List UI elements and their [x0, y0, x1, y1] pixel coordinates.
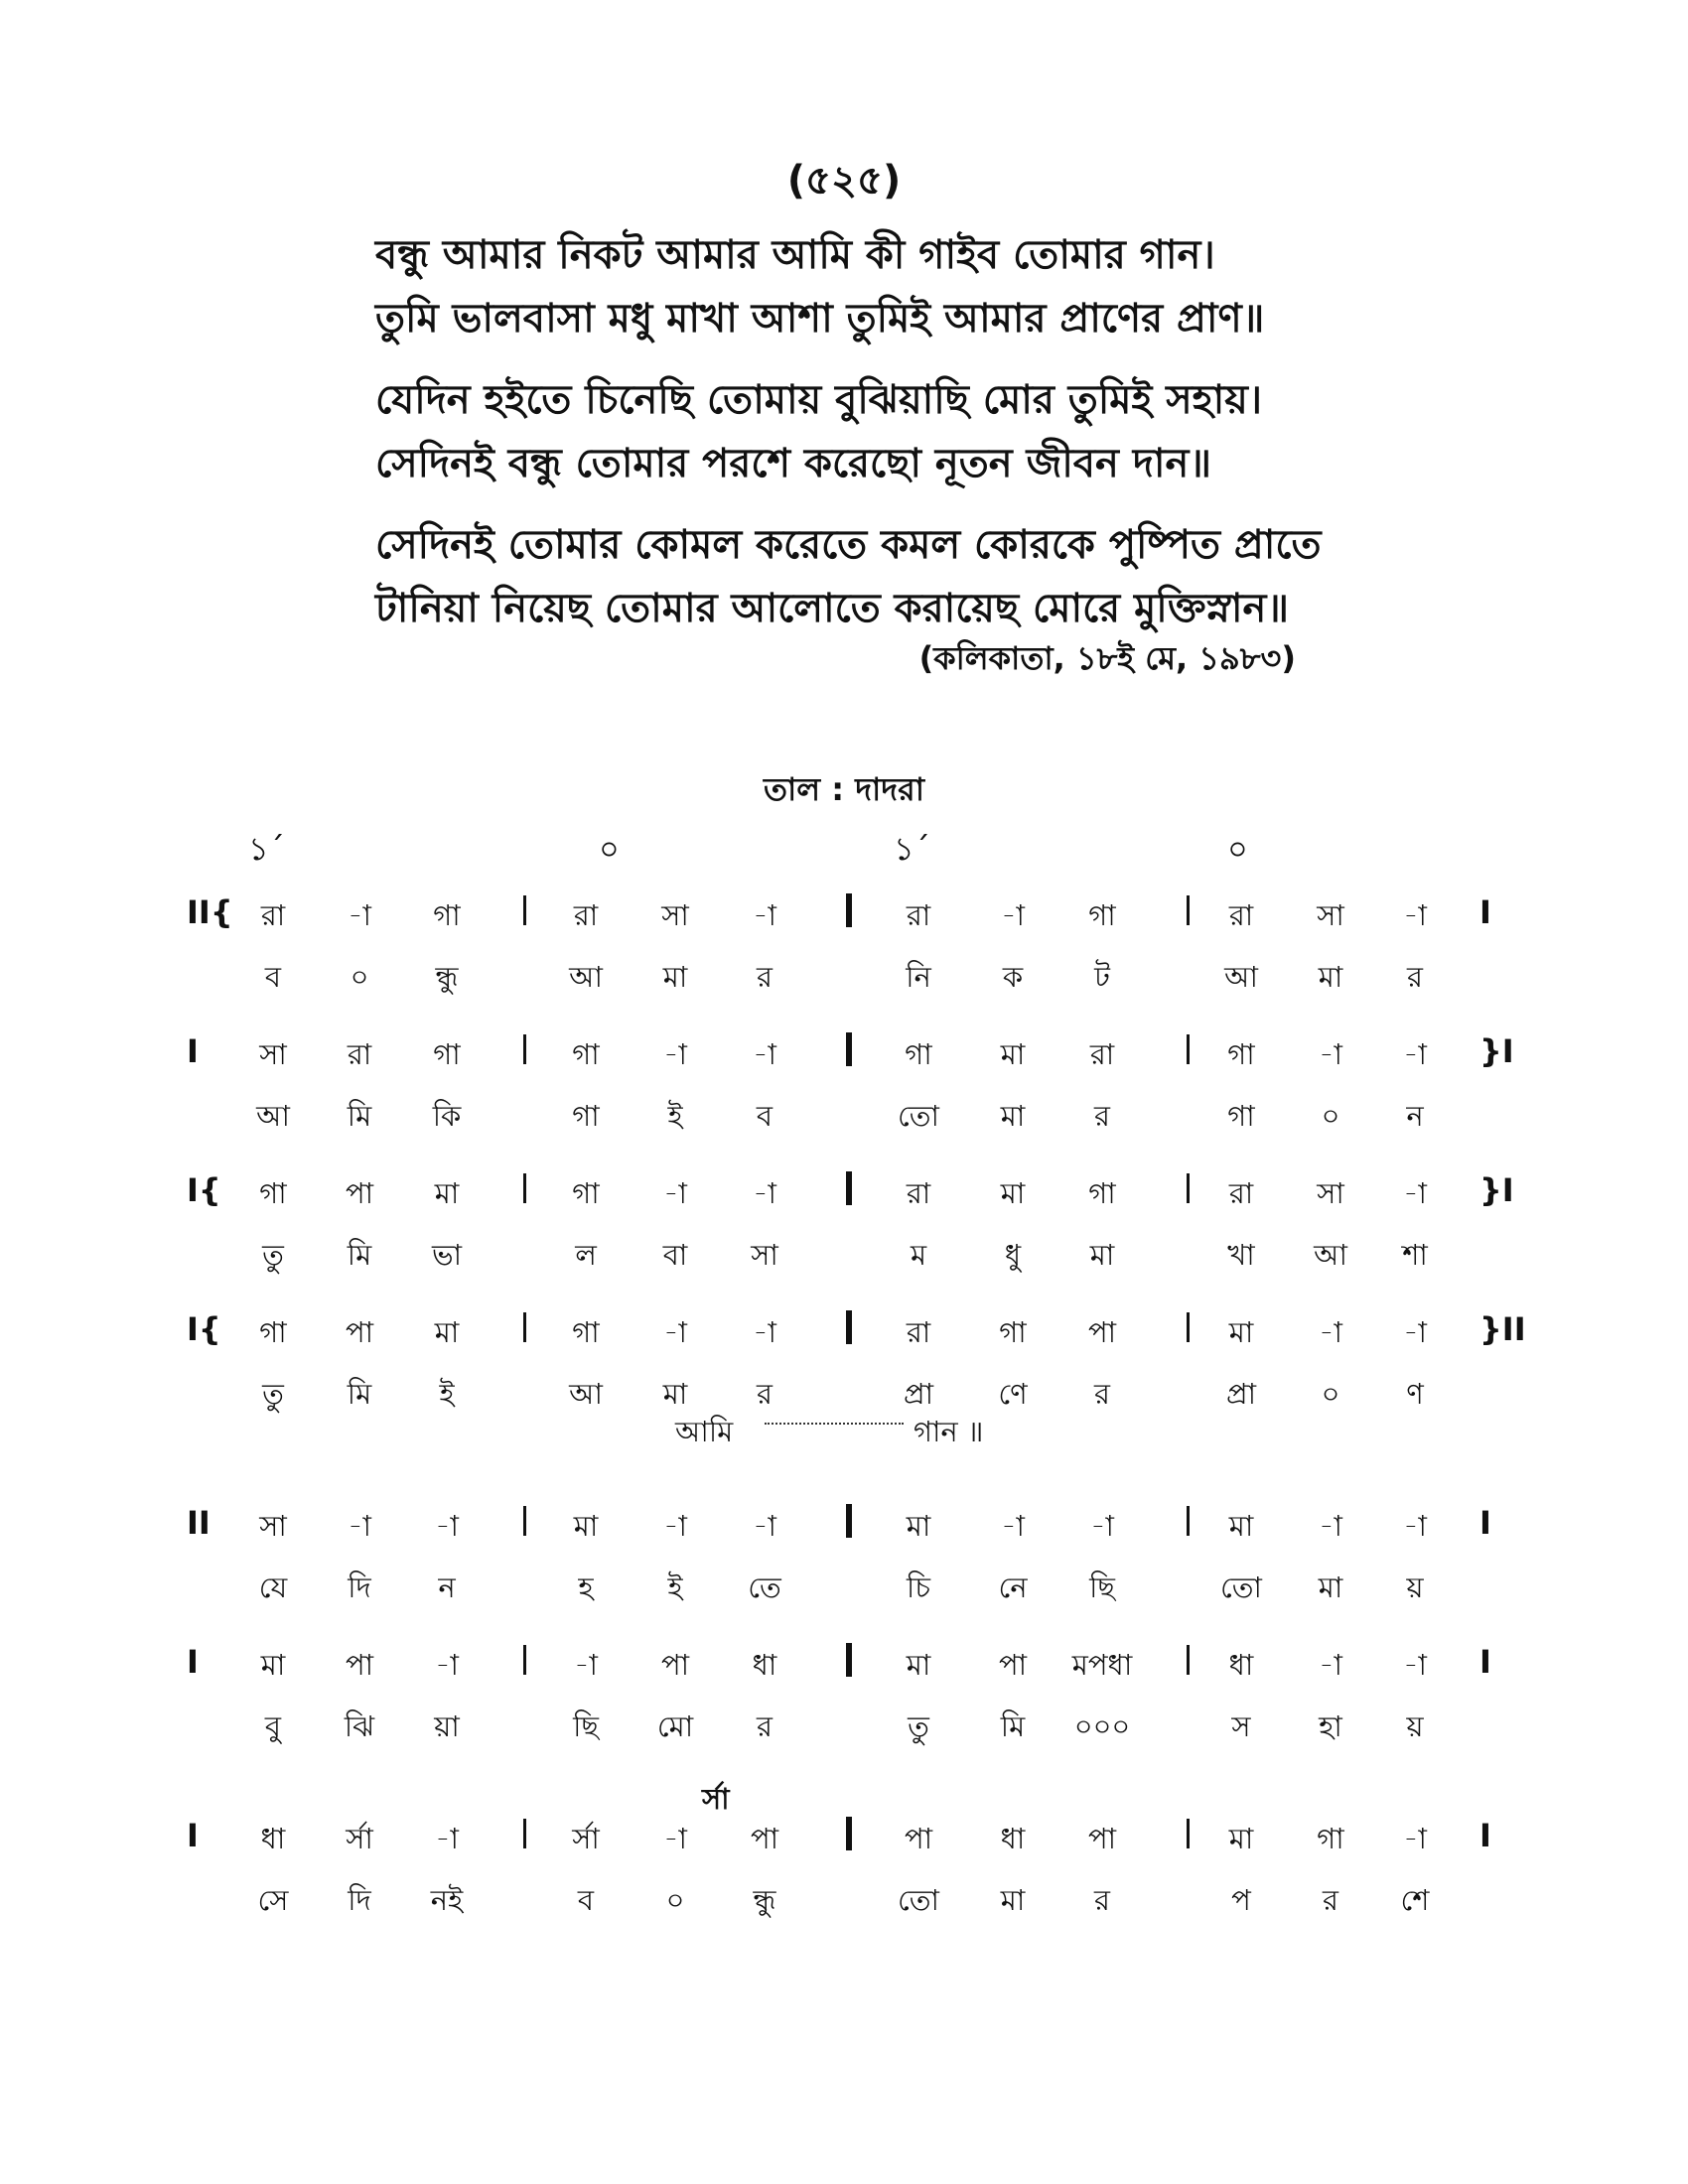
lyric-line: তুমি ভালবাসা মধু মাখা আশা তুমিই আমার প্রাণের প্রাণ॥ — [375, 296, 1265, 341]
bar-divider — [1187, 1312, 1190, 1342]
stanza-2 — [375, 368, 1448, 495]
swara-note: পা — [345, 1648, 374, 1682]
lyrics-block — [375, 223, 1448, 658]
lyric-syllable: ০০০ — [1073, 1709, 1131, 1743]
swara-note: -া — [1403, 898, 1427, 932]
swara-note: রা — [1228, 898, 1254, 932]
swara-note: -া — [663, 1315, 687, 1349]
swara-note: গা — [905, 1037, 932, 1071]
lyric-syllable: য়া — [434, 1709, 460, 1743]
place-date: (কলিকাতা, ১৮ই মে, ১৯৮৩) — [918, 639, 1296, 677]
lyric-syllable: তু — [262, 1377, 284, 1411]
swara-note: ধা — [260, 1822, 286, 1855]
bar-divider — [1187, 1173, 1190, 1203]
swara-note: মপধা — [1071, 1648, 1133, 1682]
swara-note: -া — [435, 1822, 459, 1855]
lyric-syllable: আ — [256, 1099, 290, 1133]
stanza-1 — [375, 223, 1448, 350]
lyric-syllable: তে — [748, 1570, 781, 1604]
swara-note: ধা — [1228, 1648, 1254, 1682]
lyric-syllable: মা — [1000, 1099, 1026, 1133]
bar-divider — [1187, 1034, 1190, 1064]
lyric-syllable: স — [1231, 1709, 1251, 1743]
lyric-line: যেদিন হইতে চিনেছি তোমায় বুঝিয়াছি মোর তুমিই সহায়। — [375, 377, 1263, 423]
lyric-syllable: নি — [906, 960, 931, 994]
row-end-marker: }I — [1479, 1171, 1514, 1209]
lyric-syllable: ছি — [1089, 1570, 1115, 1604]
row-end-marker: I — [1479, 1643, 1491, 1681]
swara-note: -া — [1403, 1037, 1427, 1071]
bar-divider — [523, 895, 526, 925]
lyric-syllable: খা — [1227, 1238, 1255, 1272]
swara-note: পা — [660, 1648, 690, 1682]
lyric-line: সেদিনই বন্ধু তোমার পরশে করেছো নূতন জীবন দান॥ — [375, 441, 1211, 486]
swara-note: -া — [1319, 1315, 1342, 1349]
lyric-syllable: র — [1094, 1883, 1110, 1917]
section-divider — [846, 1032, 852, 1066]
bar-divider — [1187, 1645, 1190, 1675]
swara-note: গা — [572, 1315, 600, 1349]
bar-divider — [1187, 1819, 1190, 1848]
lyric-syllable: মা — [662, 960, 688, 994]
lyric-syllable: ই — [667, 1570, 683, 1604]
lyric-syllable: ণ — [1406, 1377, 1424, 1411]
swara-note: -া — [348, 1509, 371, 1543]
swara-note: মা — [1000, 1037, 1026, 1071]
lyric-syllable: ০ — [1321, 1099, 1340, 1133]
lyric-syllable: ছি — [573, 1709, 599, 1743]
beat-mark: ০ — [1227, 830, 1248, 868]
lyric-syllable: ই — [667, 1099, 683, 1133]
swara-note: -া — [1319, 1037, 1342, 1071]
swara-note: পা — [998, 1648, 1028, 1682]
lyric-syllable: মা — [1000, 1883, 1026, 1917]
swara-note: মা — [434, 1176, 460, 1210]
swara-note: রা — [347, 1037, 372, 1071]
stanza-3 — [375, 513, 1448, 640]
lyric-syllable: র — [1094, 1099, 1110, 1133]
lyric-syllable: নই — [430, 1883, 464, 1917]
lyric-syllable: ন — [438, 1570, 456, 1604]
swara-note: গা — [572, 1037, 600, 1071]
swara-note: সা — [259, 1037, 287, 1071]
bar-divider — [523, 1819, 526, 1848]
swara-note: মা — [573, 1509, 599, 1543]
row-end-marker: I — [1479, 893, 1491, 931]
swara-note: সা — [259, 1509, 287, 1543]
swara-note: গা — [259, 1315, 287, 1349]
swara-note: রা — [260, 898, 286, 932]
lyric-syllable: ম — [910, 1238, 927, 1272]
row-end-marker: I — [1479, 1504, 1491, 1542]
swara-note: পা — [1087, 1315, 1117, 1349]
lyric-syllable: মি — [347, 1238, 372, 1272]
swara-note: সা — [1317, 1176, 1344, 1210]
swara-note: -া — [753, 1037, 776, 1071]
lyric-syllable: গা — [572, 1099, 600, 1133]
bar-divider — [523, 1506, 526, 1536]
lyric-syllable: হ — [578, 1570, 594, 1604]
swara-note: গা — [999, 1315, 1027, 1349]
lyric-syllable: ০ — [665, 1883, 685, 1917]
lyric-syllable: মা — [662, 1377, 688, 1411]
swara-note: মা — [1228, 1822, 1254, 1855]
swara-note: পা — [904, 1822, 933, 1855]
lyric-syllable: আ — [1314, 1238, 1347, 1272]
row-start-marker: II — [187, 1504, 211, 1542]
lyric-syllable: তু — [262, 1238, 284, 1272]
lyric-syllable: মা — [1318, 960, 1343, 994]
swara-note: গা — [259, 1176, 287, 1210]
swara-note: -া — [1319, 1509, 1342, 1543]
lyric-syllable: যে — [258, 1570, 288, 1604]
lyric-syllable: র — [757, 1709, 773, 1743]
bar-divider — [523, 1645, 526, 1675]
lyric-syllable: দি — [348, 1883, 371, 1917]
section-divider — [846, 893, 852, 927]
lyric-syllable: ন্ধু — [435, 960, 459, 994]
lyric-syllable: ব — [756, 1099, 774, 1133]
beat-mark: ১´ — [894, 830, 930, 868]
lyric-syllable: সে — [257, 1883, 289, 1917]
swara-note: রা — [906, 1315, 931, 1349]
lyric-syllable: তো — [898, 1883, 939, 1917]
swara-note: রা — [1228, 1176, 1254, 1210]
superscript-note: র্সা — [702, 1782, 730, 1816]
row-start-marker: I — [187, 1817, 199, 1854]
lyric-syllable: প — [1231, 1883, 1251, 1917]
section-divider — [846, 1643, 852, 1677]
swara-note: -া — [663, 1037, 687, 1071]
section-divider — [846, 1504, 852, 1538]
lyric-syllable: ব — [264, 960, 282, 994]
swara-note: রা — [1089, 1037, 1115, 1071]
swara-note: গা — [1317, 1822, 1344, 1855]
swara-note: গা — [433, 898, 461, 932]
lyric-syllable: আ — [569, 1377, 603, 1411]
lyric-syllable: ভা — [431, 1238, 463, 1272]
swara-note: পা — [750, 1822, 779, 1855]
lyric-syllable: ই — [439, 1377, 455, 1411]
swara-note: র্সা — [346, 1822, 373, 1855]
lyric-syllable: আ — [569, 960, 603, 994]
section-divider — [846, 1310, 852, 1344]
swara-note: রা — [906, 898, 931, 932]
lyric-line: বন্ধু আমার নিকট আমার আমি কী গাইব তোমার গান। — [375, 232, 1215, 278]
lyric-syllable: ট — [1094, 960, 1110, 994]
swara-note: -া — [1403, 1315, 1427, 1349]
row-start-marker: I — [187, 1643, 199, 1681]
lyric-syllable: ঝি — [344, 1709, 375, 1743]
swara-note: -া — [1001, 898, 1025, 932]
bar-divider — [1187, 1506, 1190, 1536]
swara-note: -া — [753, 898, 776, 932]
swara-note: সা — [1317, 898, 1344, 932]
lyric-syllable: মি — [1000, 1709, 1026, 1743]
swara-note: -া — [574, 1648, 598, 1682]
lyric-syllable: ধু — [1004, 1238, 1022, 1272]
lyric-syllable: ন — [1406, 1099, 1424, 1133]
row-start-marker: I — [187, 1032, 199, 1070]
swara-note: -া — [753, 1315, 776, 1349]
bar-divider — [523, 1173, 526, 1203]
lyric-syllable: মি — [347, 1099, 372, 1133]
beat-mark: ০ — [599, 830, 620, 868]
swara-note: মা — [1228, 1315, 1254, 1349]
lyric-syllable: মি — [347, 1377, 372, 1411]
lyric-syllable: আ — [1224, 960, 1258, 994]
bar-divider — [523, 1312, 526, 1342]
swara-note: -া — [1403, 1176, 1427, 1210]
lyric-syllable: মো — [656, 1709, 694, 1743]
row-end-marker: I — [1479, 1817, 1491, 1854]
swara-note: -া — [753, 1509, 776, 1543]
swara-note: -া — [348, 898, 371, 932]
lyric-syllable: ল — [575, 1238, 597, 1272]
lyric-syllable: শা — [1402, 1238, 1428, 1272]
lyric-syllable: শে — [1400, 1883, 1430, 1917]
swara-note: গা — [1088, 1176, 1116, 1210]
swara-note: -া — [1319, 1648, 1342, 1682]
page-number: (৫২৫) — [786, 158, 902, 204]
swara-note: মা — [906, 1509, 931, 1543]
lyric-syllable: গা — [1227, 1099, 1255, 1133]
lyric-syllable: তো — [898, 1099, 939, 1133]
swara-note: মা — [906, 1648, 931, 1682]
lyric-syllable: ব — [577, 1883, 595, 1917]
swara-note: গা — [572, 1176, 600, 1210]
lyric-syllable: ০ — [1321, 1377, 1340, 1411]
row-start-marker: I{ — [187, 1310, 221, 1348]
bar-divider — [1187, 895, 1190, 925]
row-end-marker: }II — [1479, 1310, 1526, 1348]
swara-note: -া — [663, 1822, 687, 1855]
lyric-line: সেদিনই তোমার কোমল করেতে কমল কোরকে পুষ্পিত প্রাতে — [375, 522, 1322, 568]
lyric-syllable: চি — [907, 1570, 930, 1604]
lyric-syllable: র — [1407, 960, 1423, 994]
lyric-syllable: বু — [264, 1709, 282, 1743]
lyric-syllable: প্রা — [1225, 1377, 1257, 1411]
swara-note: -া — [753, 1176, 776, 1210]
lyric-syllable: ক — [1002, 960, 1024, 994]
swara-note: পা — [345, 1315, 374, 1349]
swara-note: রা — [906, 1176, 931, 1210]
section-divider — [846, 1817, 852, 1850]
lyric-syllable: য় — [1406, 1709, 1424, 1743]
swara-note: -া — [663, 1509, 687, 1543]
swara-note: র্সা — [572, 1822, 600, 1855]
refrain-end: গান ॥ — [914, 1415, 984, 1448]
swara-note: -া — [1403, 1648, 1427, 1682]
lyric-syllable: র — [757, 1377, 773, 1411]
swara-note: -া — [1001, 1509, 1025, 1543]
swara-note: গা — [1088, 898, 1116, 932]
row-start-marker: II{ — [187, 893, 233, 931]
lyric-syllable: সা — [751, 1238, 778, 1272]
lyric-syllable: মা — [1318, 1570, 1343, 1604]
lyric-syllable: তো — [1220, 1570, 1262, 1604]
swara-note: -া — [1403, 1509, 1427, 1543]
swara-note: রা — [573, 898, 599, 932]
swara-note: গা — [1227, 1037, 1255, 1071]
swara-note: মা — [434, 1315, 460, 1349]
lyric-syllable: তু — [908, 1709, 929, 1743]
lyric-syllable: র — [1094, 1377, 1110, 1411]
swara-note: -া — [435, 1648, 459, 1682]
swara-note: মা — [260, 1648, 286, 1682]
lyric-syllable: হা — [1319, 1709, 1342, 1743]
row-end-marker: }I — [1479, 1032, 1514, 1070]
row-start-marker: I{ — [187, 1171, 221, 1209]
lyric-syllable: নে — [998, 1570, 1028, 1604]
swara-note: -া — [1090, 1509, 1114, 1543]
lyric-syllable: মা — [1089, 1238, 1115, 1272]
swara-note: গা — [433, 1037, 461, 1071]
lyric-syllable: ০ — [350, 960, 369, 994]
lyric-line: টানিয়া নিয়েছ তোমার আলোতে করায়েছ মোরে মুক্তিস্নান॥ — [375, 586, 1290, 631]
lyric-syllable: ন্ধু — [753, 1883, 776, 1917]
beat-mark: ১´ — [248, 830, 285, 868]
swara-note: ধা — [752, 1648, 777, 1682]
lyric-syllable: বা — [662, 1238, 688, 1272]
swara-note: মা — [1228, 1509, 1254, 1543]
swara-note: সা — [661, 898, 689, 932]
bar-divider — [523, 1034, 526, 1064]
lyric-syllable: য় — [1406, 1570, 1424, 1604]
lyric-syllable: র — [757, 960, 773, 994]
swara-note: ধা — [1000, 1822, 1026, 1855]
lyric-syllable: ণে — [998, 1377, 1028, 1411]
lyric-syllable: কি — [432, 1099, 462, 1133]
lyric-syllable: প্রা — [903, 1377, 934, 1411]
lyric-syllable: র — [1323, 1883, 1338, 1917]
section-divider — [846, 1171, 852, 1205]
swara-note: মা — [1000, 1176, 1026, 1210]
swara-note: পা — [345, 1176, 374, 1210]
lyric-syllable: দি — [348, 1570, 371, 1604]
swara-note: -া — [1403, 1822, 1427, 1855]
refrain-dots — [765, 1423, 904, 1425]
swara-note: পা — [1087, 1822, 1117, 1855]
refrain-start: আমি — [675, 1415, 734, 1448]
swara-note: -া — [435, 1509, 459, 1543]
swara-note: -া — [663, 1176, 687, 1210]
taal-heading: তাল : দাদরা — [764, 770, 924, 808]
